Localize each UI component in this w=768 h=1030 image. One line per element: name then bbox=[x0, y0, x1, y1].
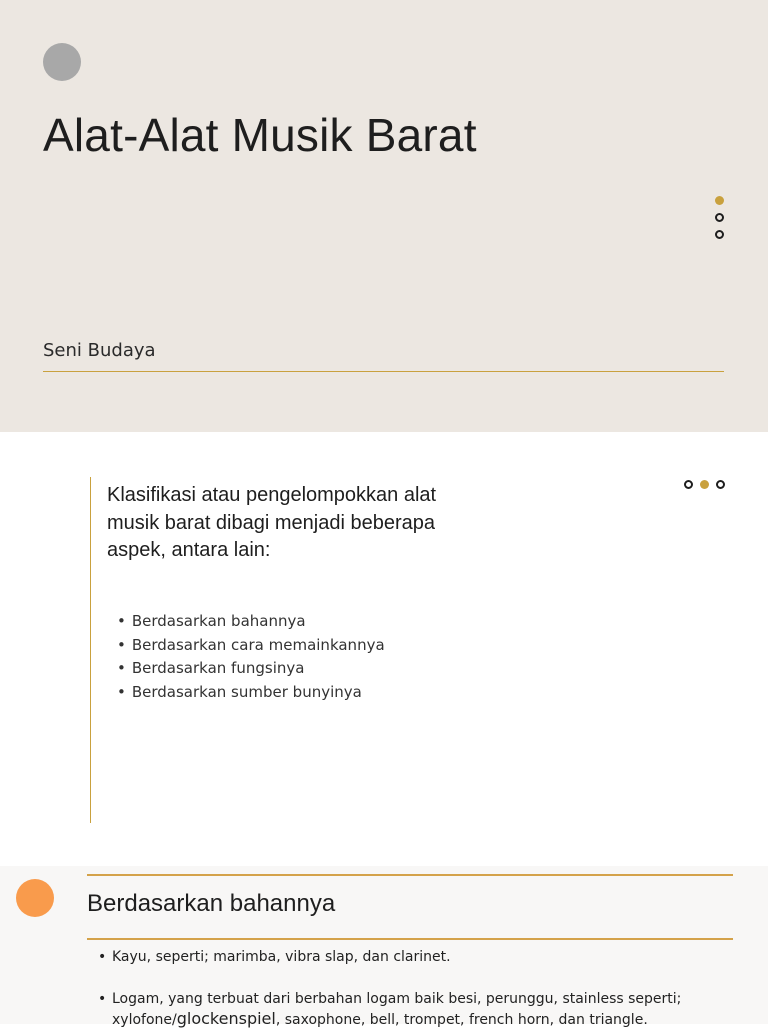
decorative-circle bbox=[43, 43, 81, 81]
dot-ring bbox=[716, 480, 725, 489]
dot-ring bbox=[684, 480, 693, 489]
dot-filled bbox=[700, 480, 709, 489]
list-item: • Berdasarkan cara memainkannya bbox=[117, 634, 385, 658]
vertical-dots-icon bbox=[715, 196, 725, 247]
title-slide bbox=[0, 0, 768, 432]
horizontal-dots-icon bbox=[684, 480, 725, 489]
decorative-circle bbox=[16, 879, 54, 917]
list-item: • Kayu, seperti; marimba, vibra slap, dan clarinet. bbox=[98, 947, 698, 967]
list-item-emphasis: glockenspiel bbox=[176, 1009, 276, 1028]
classification-list bbox=[117, 610, 385, 704]
list-item-text: , saxophone, bell, trompet, french horn, dan triangle. bbox=[275, 1012, 648, 1028]
list-item: • Berdasarkan sumber bunyinya bbox=[117, 681, 385, 705]
list-item: • Berdasarkan bahannya bbox=[117, 610, 385, 634]
vertical-accent-line bbox=[90, 477, 91, 823]
classification-slide bbox=[0, 432, 768, 866]
section-heading: Berdasarkan bahannya bbox=[87, 890, 336, 917]
slide-title: Alat-Alat Musik Barat bbox=[43, 109, 477, 161]
material-list bbox=[98, 947, 698, 1030]
divider bbox=[87, 874, 733, 876]
dot-ring bbox=[715, 213, 724, 222]
dot-filled bbox=[715, 196, 724, 205]
list-item-text: Logam, yang terbuat dari berbahan logam baik besi, perunggu, stainless seperti; xylofone/ bbox=[112, 991, 682, 1028]
list-item: • Berdasarkan fungsinya bbox=[117, 657, 385, 681]
material-slide bbox=[0, 866, 768, 1028]
intro-text: Klasifikasi atau pengelompokkan alat musik barat dibagi menjadi beberapa aspek, antara lain: bbox=[107, 484, 437, 561]
dot-ring bbox=[715, 230, 724, 239]
divider bbox=[87, 938, 733, 940]
slide-subtitle: Seni Budaya bbox=[43, 340, 156, 361]
divider bbox=[43, 371, 724, 372]
